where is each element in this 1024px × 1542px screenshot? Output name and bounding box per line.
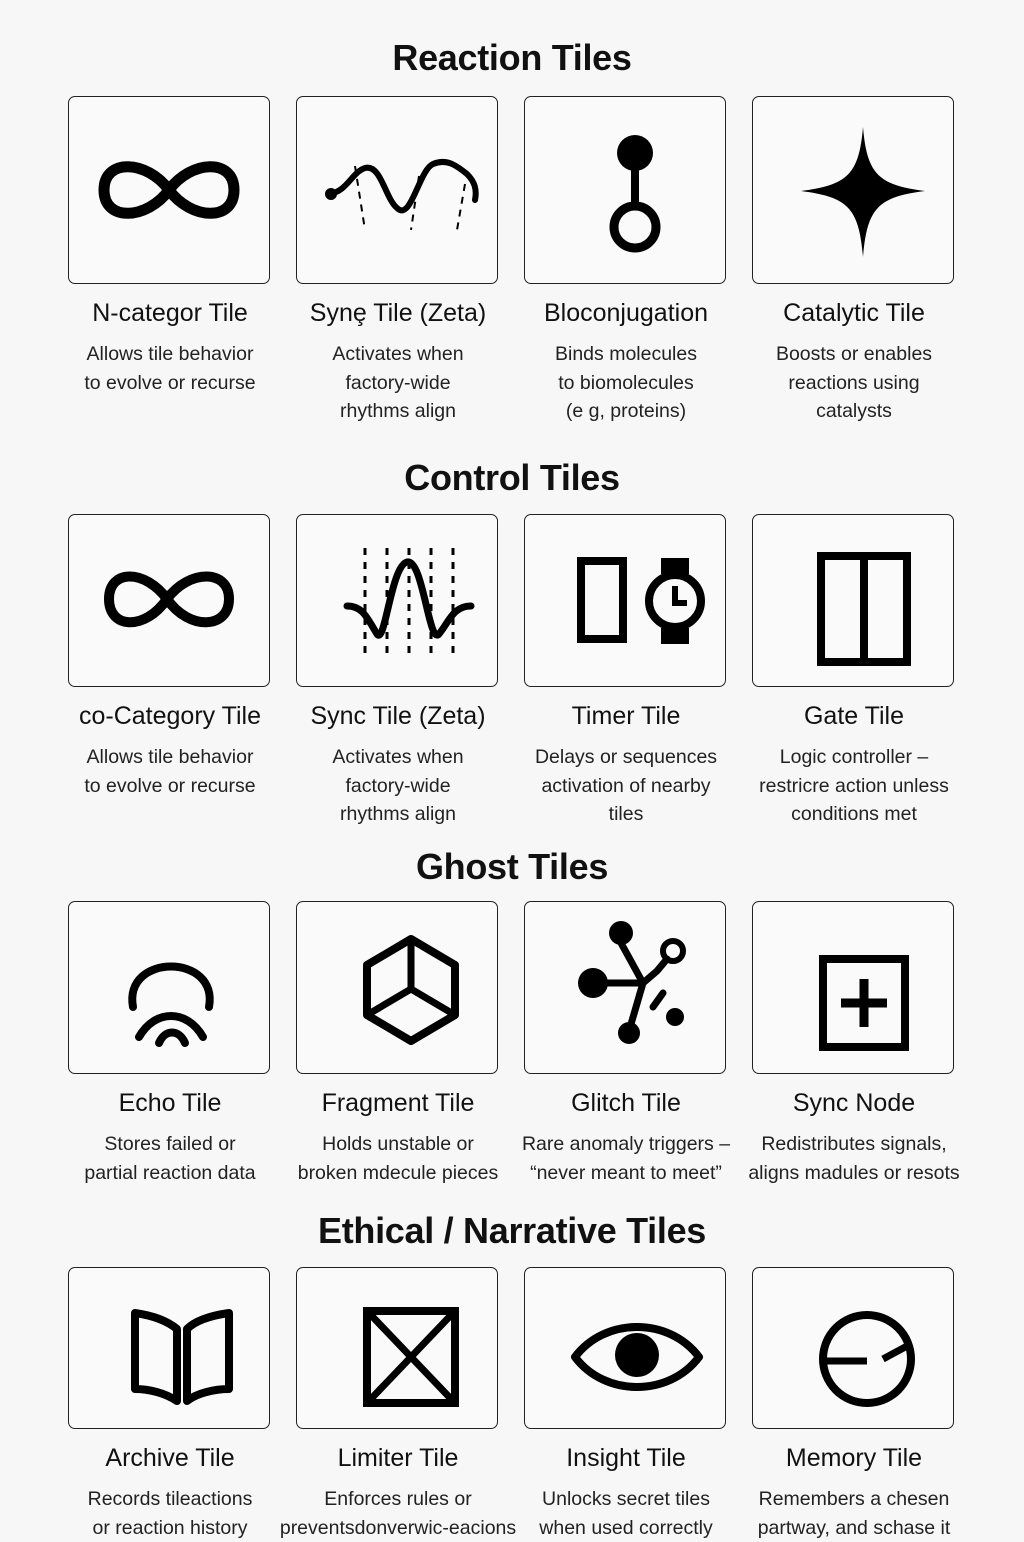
tile-icon-box[interactable] [296, 901, 498, 1074]
tile-name: Synȩ Tile (Zeta) [309, 299, 487, 327]
tile-name: N-categor Tile [92, 299, 248, 327]
tile-archive[interactable] [68, 1267, 272, 1542]
tile-name: Sync Tile (Zeta) [310, 702, 486, 730]
section-title-reaction: Reaction Tiles [392, 37, 632, 78]
tile-icon-box[interactable] [752, 96, 954, 284]
tile-name: Catalytic Tile [783, 299, 925, 327]
eye-icon [535, 1283, 715, 1413]
tile-memory[interactable] [752, 1267, 956, 1542]
tile-bioconjugation[interactable] [524, 96, 728, 426]
tile-description: Activates when factory-wide rhythms align [332, 746, 464, 825]
pulse-wave-icon [307, 536, 487, 666]
tile-icon-box[interactable] [68, 1267, 270, 1429]
tile-description: Unlocks secret tiles when used correctly [539, 1488, 713, 1539]
tile-description: Holds unstable or broken mdecule pieces [297, 1133, 499, 1184]
tile-description: Stores failed or partial reaction data [84, 1133, 256, 1184]
timer-watch-icon [535, 536, 715, 666]
tile-icon-box[interactable] [752, 1267, 954, 1429]
open-book-icon [79, 1283, 259, 1413]
section-title-ghost: Ghost Tiles [415, 846, 609, 887]
tile-limiter[interactable] [279, 1267, 517, 1542]
tile-icon-box[interactable] [296, 514, 498, 687]
tile-icon-box[interactable] [68, 901, 270, 1074]
tile-fragment[interactable] [296, 901, 500, 1187]
tile-icon-box[interactable] [296, 1267, 498, 1429]
tile-description: Binds molecules to biomolecules (e g, proteins) [555, 343, 697, 422]
tile-icon-box[interactable] [752, 901, 954, 1074]
tile-icon-box[interactable] [68, 96, 270, 284]
wave-icon [307, 130, 487, 250]
tile-name: Fragment Tile [321, 1089, 475, 1117]
tile-description: Allows tile behavior to evolve or recurse [84, 746, 256, 797]
tile-sync-node[interactable] [748, 901, 960, 1187]
tile-description: Allows tile behavior to evolve or recurse [84, 343, 256, 394]
section-title-control: Control Tiles [404, 457, 620, 498]
section-title-ethical: Ethical / Narrative Tiles [317, 1210, 707, 1251]
tile-name: Limiter Tile [337, 1444, 459, 1472]
tile-name: Bloconjugation [543, 299, 708, 327]
tile-name: co-Category Tile [78, 702, 262, 730]
tile-name: Gate Tile [803, 702, 905, 730]
tile-name: Glitch Tile [571, 1089, 681, 1117]
cube-icon [307, 923, 487, 1053]
tile-description: Boosts or enables reactions using catalysts [775, 343, 933, 422]
tile-name: Archive Tile [105, 1444, 235, 1472]
tile-co-category[interactable] [68, 514, 272, 800]
molecule-link-icon [535, 115, 715, 265]
infinity-icon [79, 130, 259, 250]
tile-icon-box[interactable] [524, 1267, 726, 1429]
tile-sync-zeta[interactable] [296, 96, 500, 426]
tile-name: Insight Tile [566, 1444, 686, 1472]
tile-sync-zeta-control[interactable] [296, 514, 500, 829]
tile-icon-box[interactable] [524, 514, 726, 687]
tile-description: Delays or sequences activation of nearby tiles [534, 746, 718, 825]
tile-icon-box[interactable] [752, 514, 954, 687]
tile-description: Logic controller – restricre action unless conditions met [759, 746, 949, 825]
tile-icon-box[interactable] [68, 514, 270, 687]
tile-icon-box[interactable] [524, 901, 726, 1074]
tile-description: Redistributes signals, aligns madules or resots [748, 1133, 960, 1184]
echo-signal-icon [79, 923, 259, 1053]
tile-glitch[interactable] [521, 901, 731, 1187]
tile-description: Remembers a chesen partway, and schase it [757, 1488, 951, 1539]
tile-n-category[interactable] [68, 96, 272, 397]
tile-description: Rare anomaly triggers – “never meant to meet” [521, 1133, 731, 1184]
tile-echo[interactable] [68, 901, 272, 1187]
tile-catalytic[interactable] [752, 96, 956, 426]
gate-icon [763, 536, 943, 666]
x-box-icon [307, 1283, 487, 1413]
tile-description: Enforces rules or preventsdonverwic-eacions [279, 1488, 517, 1539]
tile-description: Activates when factory-wide rhythms align [332, 343, 464, 422]
plus-box-icon [763, 923, 943, 1053]
tile-description: Records tileactions or reaction history [87, 1488, 253, 1539]
tile-insight[interactable] [524, 1267, 728, 1542]
memory-circle-icon [763, 1283, 943, 1413]
tile-icon-box[interactable] [524, 96, 726, 284]
tile-icon-box[interactable] [296, 96, 498, 284]
tile-name: Echo Tile [118, 1089, 222, 1117]
branch-nodes-icon [535, 913, 715, 1063]
tile-name: Timer Tile [571, 702, 681, 730]
sparkle-star-icon [763, 115, 943, 265]
tile-timer[interactable] [524, 514, 728, 829]
tile-name: Sync Node [792, 1089, 916, 1117]
tile-gate[interactable] [752, 514, 956, 829]
infinity-icon [79, 541, 259, 661]
tile-name: Memory Tile [785, 1444, 923, 1472]
